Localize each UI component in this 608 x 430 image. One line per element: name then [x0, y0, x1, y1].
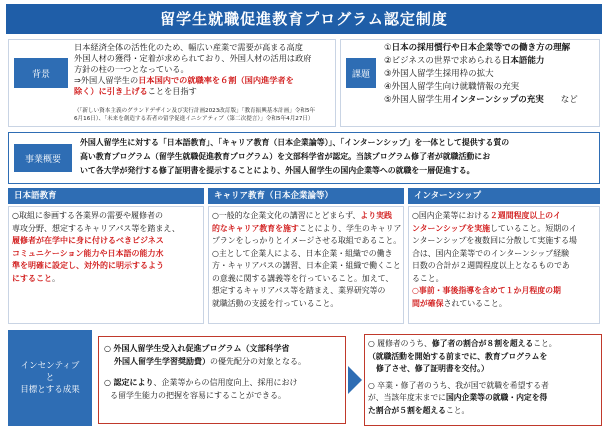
incentive-label: インセンティブ と 目標とする成果	[8, 330, 92, 426]
internship-text: ○国内企業等における２週間程度以上のイ ンターンシップを実施していること。短期のイ ンターンシップを複数回に分散して実施する場 合は、国内企業等でのインターンシップ経験 日数の合計が２週間程度以上となるものであ ること。 ○事前・事後指導を含めて１か月程度の期 間が確保されていること。	[412, 211, 577, 308]
column-head-internship: インターンシップ	[408, 188, 600, 204]
overview-label: 事業概要	[14, 144, 72, 172]
japanese-education-text: ○取組に参画する各業界の需要や履修者の 専攻分野、想定するキャリアパス等を踏まえ、 履修者が在学中に身に付けるべきビジネス コミュニケーション能力や日本語の能力水 準を明確に設定し、対外的に明示するよう にすること。	[12, 211, 180, 283]
column-head-career: キャリア教育（日本企業論等）	[208, 188, 404, 204]
background-source: （「新しい資本主義のグランドデザイン及び実行計画2023改訂版」「教育振興基本計画」令和5年 6月16日）、「未来を創造する若者の留学促進イニシアティブ（第二次提言）」令和5年4月27日）	[74, 108, 316, 122]
overview-text: 外国人留学生に対する「日本語教育」、「キャリア教育（日本企業論等）」、「インターンシップ」を一体として提供する質の 高い教育プログラム（留学生就職促進教育プログラム）を文部科学省が認定。当該プログラム修了者が就職活動にお いて各大学が発行する修了証明書を提示することにより、外国人留学生の国内企業等への就職を一層促進する。	[80, 138, 510, 175]
goal-text: ○ 履修者のうち、修了者の割合が８割を超えること。 （就職活動を開始する前までに、教育プログラムを 修了させ、修了証明書を交付。） ○ 卒業・修了者のうち、我が国で就職を希望する者 が、当該年度末までに国内企業等の就職・内定を得 た割合が５割を超えること。	[368, 339, 557, 415]
issue-item: ④外国人留学生向け就職情報の充実	[384, 82, 520, 92]
issue-item: ⑤外国人留学生用インターンシップの充実 など	[384, 95, 578, 105]
issues-label: 課題	[346, 58, 376, 88]
issue-item: ①日本の採用慣行や日本企業等での働き方の理解	[384, 43, 571, 53]
background-text: 日本経済全体の活性化のため、幅広い産業で需要が高まる高度 外国人材の獲得・定着が求められており、外国人材の活用は政府 方針の柱の一つとなっている。 ⇒外国人留学生の日本国内での就職率を６割（国内進学者を 除く）に引き上げることを目指す	[74, 42, 312, 96]
issue-item: ②ビジネスの世界で求められる日本語能力	[384, 56, 545, 66]
issues-list	[384, 42, 598, 107]
page-title: 留学生就職促進教育プログラム認定制度	[6, 4, 602, 34]
arrow-right-icon	[348, 366, 362, 394]
background-label: 背景	[14, 58, 68, 88]
column-head-japanese: 日本語教育	[8, 188, 204, 204]
incentive-text: ○ 外国人留学生受入れ促進プログラム（文部科学省 外国人留学生学習奨励費）の優先配分の対象となる。 ○ 認定により、企業等からの信用度向上、採用におけ る留学生能力の把握を容易にすることができる。	[104, 344, 306, 400]
issue-item: ③外国人留学生採用枠の拡大	[384, 69, 494, 79]
career-education-text: ○一般的な企業文化の講習にとどまらず、より実践 的なキャリア教育を施すことにより、学生のキャリア プランをしっかりとイメージさせる取組であること。 ○主として企業人による、日本企業・組織での働き 方・キャリアパスの講習、日本企業・組織で働くこと の意義に関する講義等を行っていること。加えて、 想定するキャリアパス等を踏まえ、業界研究等の 就職活動の支援を行っていること。	[212, 211, 402, 308]
